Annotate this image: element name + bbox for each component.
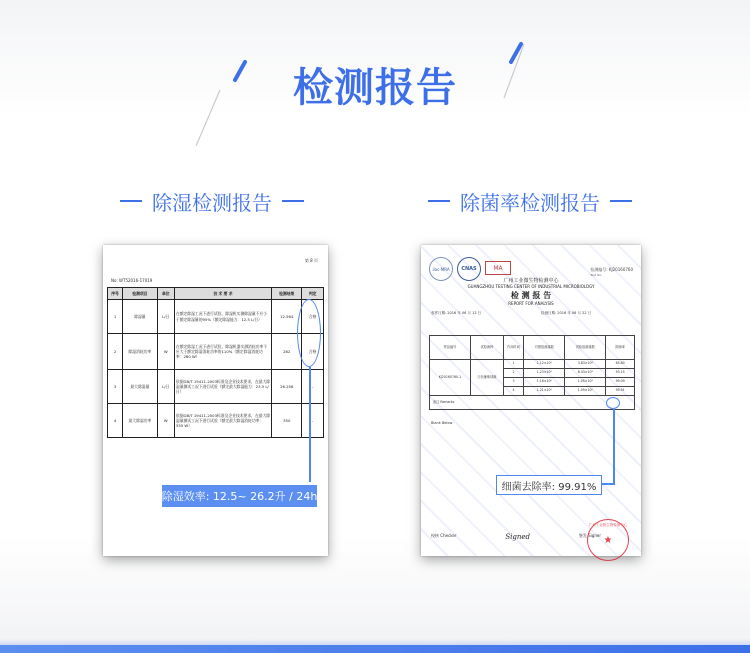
header-cell: 单位 [157,288,174,300]
table-row [108,334,324,370]
cell-item: 最大除湿功率 [123,404,158,438]
cell-verdict: 合格 [302,300,324,334]
report-heading [421,277,641,306]
cell-verdict: - [302,370,324,404]
cell-control: 1.23×10⁵ [524,369,565,378]
signer-label: 签发 Signer [578,533,601,538]
header-cell: 样品编号 [430,336,471,360]
cell-unit: W [157,334,174,370]
cell-unit: L/日 [157,300,174,334]
cell-time: 2 [503,369,524,378]
cell-test: 8.43×10³ [565,369,606,378]
report-title-cn: 检 测 报 告 [510,291,552,300]
cell-result: 350 [272,404,302,438]
verdict-highlight-oval [297,299,321,367]
cell-result: 262 [272,334,302,370]
section-title-antibacterial [418,186,642,216]
cell-no: 2 [108,334,123,370]
received-date: 收样日期: 2016 年 06 月 12 日 [431,311,482,315]
header-cell: 检测结果 [272,288,302,300]
header-cell: 除菌率 [606,336,635,360]
cell-verdict: - [302,404,324,438]
table-row [430,360,635,369]
signature-mark: Signed [505,533,531,541]
report-number: No: WT52016-17019 [111,278,153,283]
report-code-text: 检测编号: KJ20160760 [590,267,633,272]
report-title-en: REPORT FOR ANALYSIS [508,301,554,306]
cell-verdict: 合格 [302,334,324,370]
title-dash [282,200,304,202]
report-code [590,267,633,277]
cell-no: 3 [108,370,123,404]
dehumidify-report-document [103,245,328,556]
header-cell: 判定 [302,288,324,300]
cell-result: 12.564 [272,300,302,334]
table-row [108,370,324,404]
dehumidify-table [107,287,324,438]
cell-item: 最大除湿量 [123,370,158,404]
bottom-accent-bar [0,645,750,653]
cell-requirement: 在额定除湿工况下进行试验，除湿机器实测消耗功率不应大于额定除湿消耗功率的110%（额定除湿消耗功率：260 W） [174,334,271,370]
analysed-date: 检测日期: 2016 年 06 月 22 日 [541,311,592,315]
remark-cell: 备注 Remarks [430,396,635,410]
title-dash [428,200,450,202]
cell-unit: L/日 [157,370,174,404]
cell-strain: 白色葡萄球菌 [471,360,504,396]
cell-control: 1.21×10⁵ [524,387,565,396]
cell-result: 26.256 [272,370,302,404]
callout-connector-line [309,367,311,482]
cell-item: 除湿量 [123,300,158,334]
signature-row [431,533,601,541]
antibacterial-table [429,335,635,410]
checker-label: 校核 Checker [431,533,457,538]
header-cell: 对照组菌落数 [524,336,565,360]
org-name-cn: 广州工业微生物检测中心 [503,278,559,284]
header-cell: 试验组菌落数 [565,336,606,360]
title-dash [120,200,142,202]
cell-test: 1.05×10³ [565,378,606,387]
dehumidify-efficiency-callout: 除湿效率: 12.5~ 26.2升 / 24h [162,485,317,507]
cell-time: 3 [503,378,524,387]
org-name-en: GUANGZHOU TESTING CENTER OF INDUSTRIAL MICROBIOLOGY [467,284,595,289]
cell-no: 1 [108,300,123,334]
rate-highlight-oval [606,397,620,409]
cell-requirement: 在额定除湿工况下进行试验，除湿机实测除湿量不应小于额定除湿量的95%（额定除湿能力：12.5 L/日） [174,300,271,334]
official-stamp-icon [587,519,629,561]
section-title-dehumidify-label: 除湿检测报告 [152,190,272,215]
blank-below: Blank Below [431,421,453,425]
section-title-antibacterial-label: 除菌率检测报告 [460,190,600,215]
cell-control: 1.16×10⁵ [524,378,565,387]
cell-unit: W [157,404,174,438]
section-title-dehumidify [110,186,314,216]
cell-control: 1.12×10⁵ [524,360,565,369]
cma-logo-icon: MA [485,261,511,275]
header-cell: 检测项目 [123,288,158,300]
cell-no: 4 [108,404,123,438]
stamp-text: 广州工业微生物检测中心 [588,523,628,527]
title-dash [610,200,632,202]
cell-time: 1 [503,360,524,369]
report-number-line [107,278,324,283]
cell-rate: 99.91 [606,387,635,396]
cell-rate: 93.15 [606,369,635,378]
cell-requirement: 依据GB/T 19411-2003标准及企业技术要求，在最大除湿量测试工况下进行试验（额定最大除湿能力：23.5 L/日） [174,370,271,404]
table-row [108,300,324,334]
table-row [430,396,635,410]
ilac-logo-icon: ilac-MRA [429,257,453,281]
cell-test: 1.09×10² [565,387,606,396]
cell-time: 4 [503,387,524,396]
cell-test: 3.83×10⁴ [565,360,606,369]
cell-item: 除湿消耗功率 [123,334,158,370]
cell-requirement: 依据GB/T 19411-2003标准及企业技术要求，在最大除湿量测试工况下进行试验（额定最大除湿消耗功率：355 W） [174,404,271,438]
cell-rate: 65.80 [606,360,635,369]
table-row [108,404,324,438]
test-no-label: Test No. [590,273,603,277]
cell-sample: KJ20160760-1 [430,360,471,396]
cell-rate: 99.09 [606,378,635,387]
callout-connector-line [600,483,615,485]
header-cell: 技 术 要 求 [174,288,271,300]
callout-connector-line [613,409,615,483]
header-cell: 序号 [108,288,123,300]
header-cell: 作用时间 [503,336,524,360]
table-header-row [108,288,324,300]
page-title: 检测报告 [293,65,457,111]
cnas-logo-icon: CNAS [457,257,481,281]
header-cell: 试验菌种 [471,336,504,360]
page-number: 第 8 页 [304,258,318,263]
bacteria-removal-callout: 细菌去除率: 99.91% [496,475,602,495]
table-header-row [430,336,635,360]
